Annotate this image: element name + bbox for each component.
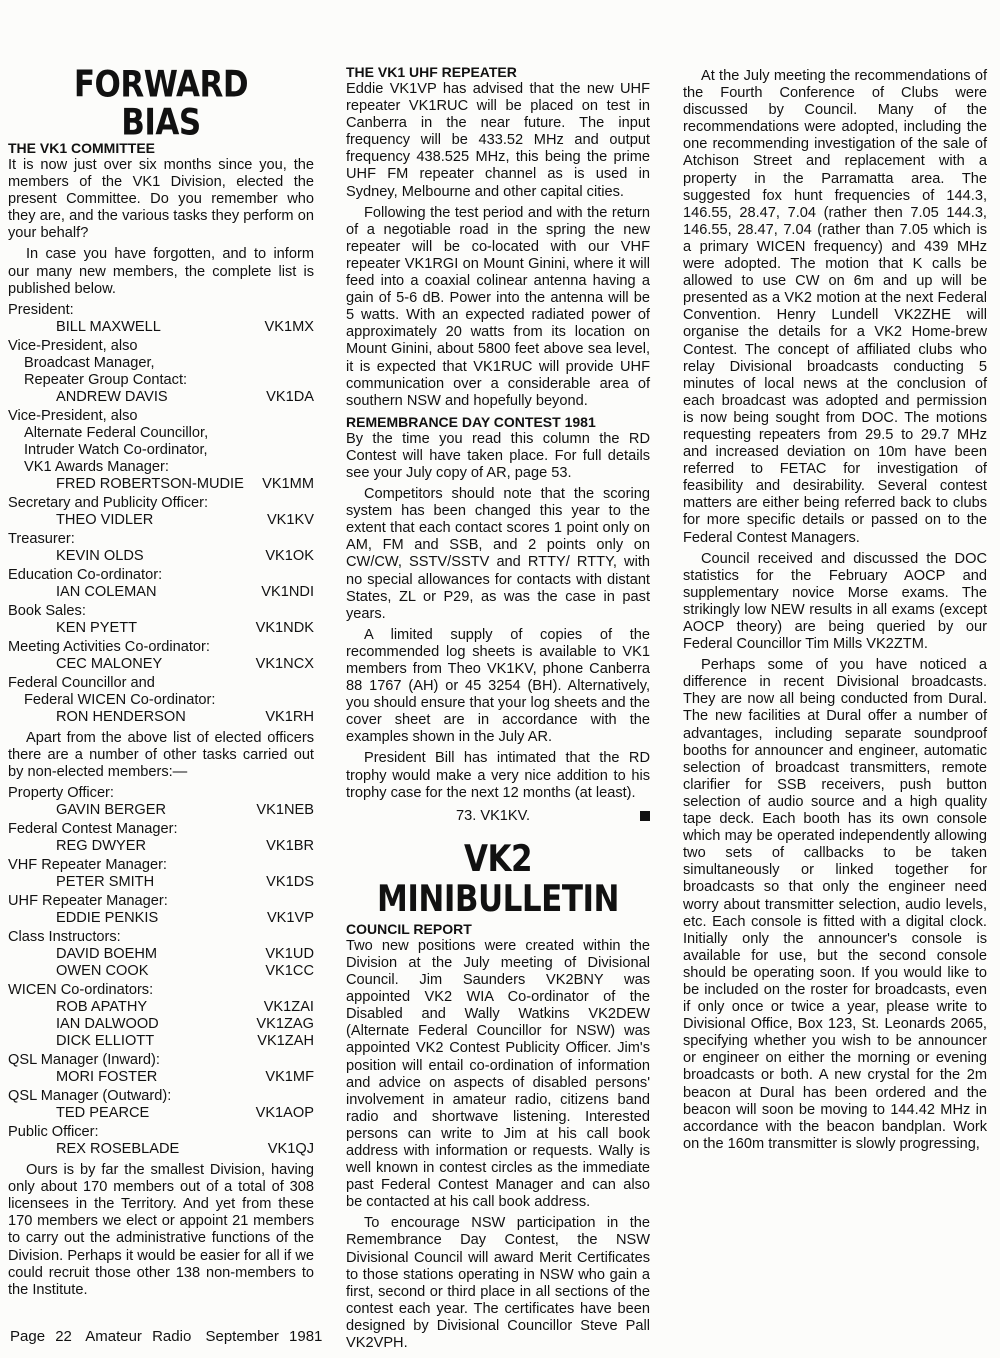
committee-heading: THE VK1 COMMITTEE [8,140,156,156]
uhf-paragraph-1: Eddie VK1VP has advised that the new UHF repeater VK1RUC will be placed on test in Canberra in the near future. The input frequency will be 433.52 MHz and output frequency 438.525 MHz, this being the prime UHF FM repeater channel as is used in Sydney, Melbourne and other capital cities. [346,81,650,200]
role-line: Federal Councillor and [8,674,155,691]
role-line: Treasurer: [8,530,75,547]
issue-date: September 1981 [205,1328,323,1345]
callsign: VK1BR [266,838,314,855]
officer-list [8,302,314,726]
role-title [8,603,314,620]
officer-row [8,910,314,927]
officer-row [8,709,314,726]
vk2-masthead [346,839,650,919]
role-title [8,929,314,946]
rd-paragraph-3: A limited supply of copies of the recommended log sheets is available to VK1 members from Theo VK1KV, phone Canberra 88 1767 (AH) or 45 3254 (BH). Alternatively, you should ensure that your log sheets and the cover sheet are in accordance with the examples shown in the July AR. [346,626,650,746]
role-line: QSL Manager (Inward): [8,1052,160,1069]
column-2 [346,64,650,1356]
callsign: VK1MX [264,318,314,335]
callsign: VK1NDI [261,583,314,600]
role-line: Federal WICEN Co-ordinator: [24,691,216,708]
role-line: Book Sales: [8,602,86,619]
callsign: VK1ZAI [263,999,314,1016]
callsign: VK1ZAG [256,1016,314,1033]
callsign: VK1NCX [255,655,314,672]
callsign: VK1KV [266,511,314,528]
non-elected-list [8,785,314,1158]
role-line: WICEN Co-ordinators: [8,982,154,999]
role-line: President: [8,301,74,318]
callsign: VK1OK [265,547,314,564]
callsign: VK1NDK [255,619,314,636]
rd-paragraph-1: By the time you read this column the RD Contest will have taken place. For full details see your July copy of AR, page 53. [346,430,650,481]
callsign: VK1VP [266,910,314,927]
role-line: VK1 Awards Manager: [24,458,169,475]
page-footer [10,1328,326,1345]
role-title [8,338,314,389]
officer-name: OWEN COOK [56,963,149,980]
role-line: Broadcast Manager, [24,354,155,371]
role-title [8,982,314,999]
officer-row [8,584,314,601]
officer-name: KEN PYETT [56,619,138,636]
role-title [8,785,314,802]
officer-row [8,802,314,819]
callsign: VK1AOP [255,1105,314,1122]
officer-row [8,1141,314,1158]
officer-row [8,319,314,336]
officer-row [8,620,314,637]
officer-row [8,656,314,673]
officer-name: THEO VIDLER [56,511,154,528]
role-line: Public Officer: [8,1124,99,1141]
role-title [8,857,314,874]
role-line: Vice-President, also [8,337,138,354]
vk2-paragraph-5: Perhaps some of you have noticed a difference in recent Divisional broadcasts. They are now all being conducted from Dural. The new facilities at Dural offer a number of advantages, including separate soundproof booths for announcer and engineer, automatic selection of broadcast transmitters, remote clarifier for SSB receivers, push button selection of audio source and a high quality tape deck. Each booth has its own console which may be operated independently allowing two sets of callbacks to be taken simultaneously or linked together for broadcasts so that only the engineer need worry about transmitter selection, audio levels, etc. Each console is fitted with a digital clock. Initially only the announcer's console is available for use, but the second console should be operating soon. If you would like to be included on the roster for broadcasts, even if only once or twice a year, please write to Divisional Office, Box 123, St. Leonards 2065, specifying whether you wish to be announcer or engineer on either the morning or evening broadcasts or both. A new crystal for the 2m beacon at Dural has been ordered and the beacon will soon be moving to 144.42 MHz in accordance with the beacon bandplan. Work on the 160m transmitter is slowly progressing, [683,657,987,1152]
officer-name: REG DWYER [56,838,146,855]
officer-name: DAVID BOEHM [56,946,158,963]
officer-name: REX ROSEBLADE [56,1141,180,1158]
masthead-line-1: FORWARD [73,63,249,107]
role-title [8,1124,314,1141]
role-line: Class Instructors: [8,929,121,946]
role-title [8,408,314,476]
officer-row [8,1105,314,1122]
officer-name: ANDREW DAVIS [56,388,168,405]
officer-name: MORI FOSTER [56,1069,158,1086]
role-title [8,1052,314,1069]
column-1 [8,64,314,1303]
officer-row [8,946,314,963]
vk2-paragraph-2: To encourage NSW participation in the Remembrance Day Contest, the NSW Divisional Council will award Merit Certificates to those stations operating in NSW who gain a first, second or third place in all sections of the contest each year. The certificates have been designed by Divisional Councillor Steve Pall VK2VPH. [346,1215,650,1351]
masthead-line-2: BIAS [121,101,201,144]
vk2-paragraph-1: Two new positions were created within the Division at the July meeting of Divisional Council. Jim Saunders VK2BNY was appointed VK2 WIA Co-ordinator of the Disabled and Wally Watkins VK2DEW (Alternate Federal Councillor for NSW) was appointed VK2 Contest Publicity Officer. Jim's position will entail co-ordination of information and advice on aspects of disabled persons' involvement in amateur radio, citizens band radio and shortwave listening. Interested persons can write to Jim at his call book address with information or requests. Wally is well known in contest circles as the immediate past Federal Contest Manager and can also be contacted at his call book address. [346,937,650,1211]
role-line: Secretary and Publicity Officer: [8,494,209,511]
role-line: Alternate Federal Councillor, [24,424,209,441]
role-line: Intruder Watch Co-ordinator, [24,441,208,458]
vk2-paragraph-4: Council received and discussed the DOC statistics for the February AOCP and supplementary novice Morse exams. The strikingly low NEW results in all exams (except AOCP theory) are being queried by our Federal Councillor Tim Mills VK2ZTM. [683,550,987,653]
officer-row [8,548,314,565]
page-number: Page 22 [10,1328,72,1345]
uhf-paragraph-2: Following the test period and with the return of a negotiable road in the spring the new repeater will be co-located with our VHF repeater VK1RGI on Mount Ginini, where it will feed into a coaxial colinear antenna having a gain of 5-6 dB. Power into the antenna will be 5 watts. With an expected radiated power of approximately 20 watts from its location on Mount Ginini, about 5800 feet above sea level, it is expected that VK1RUC will provide UHF communication over a considerable area of southern NSW and hopefully beyond. [346,204,650,409]
officer-row [8,1069,314,1086]
callsign: VK1ZAH [257,1033,314,1050]
intro-paragraph-2: In case you have forgotten, and to inform our many new members, the complete list is published below. [8,246,314,297]
role-title [8,495,314,512]
role-line: VHF Repeater Manager: [8,857,167,874]
role-title [8,567,314,584]
officer-row [8,512,314,529]
callsign: VK1DS [266,874,314,891]
role-title [8,821,314,838]
callsign: VK1CC [265,963,314,980]
council-report-heading: COUNCIL REPORT [346,920,472,937]
officer-row [8,389,314,406]
officer-row [8,476,314,493]
callsign: VK1DA [266,388,314,405]
callsign: VK1QJ [267,1141,314,1158]
end-mark [640,811,650,821]
officer-name: TED PEARCE [56,1105,150,1122]
role-line: Education Co-ordinator: [8,566,163,583]
role-title [8,893,314,910]
officer-row [8,963,314,980]
officer-name: FRED ROBERTSON-MUDIE [56,475,244,492]
officer-name: PETER SMITH [56,874,155,891]
role-line: Repeater Group Contact: [24,371,188,388]
role-line: Vice-President, also [8,407,138,424]
role-line: Meeting Activities Co-ordinator: [8,638,210,655]
callsign: VK1MM [262,475,314,492]
role-title [8,302,314,319]
vk2-paragraph-3: At the July meeting the recommendations of the Fourth Conference of Clubs were discussed by Council. Many of the recommendations were adopted, including the one recommending investigation of the sale of Atchison Street and replacement with a property in the Parramatta area. The suggested fox hunt frequencies of 144.3, 146.55, 28.47, 7.04 (rather then 7.05 144.3, 146.55, 28.47, 7.04 (rather than 7.05 which is a primary WICEN frequency) and 439 MHz were adopted. The motion that K calls be allowed to use CW on 6m and up will be presented as a VK2 motion at the next Federal Convention. Henry Lundell VK2ZHE will organise the details for a VK2 Home-brew Contest. The concept of affiliated clubs who relay Divisional broadcasts conducting 5 minutes of local news at the conclusion of each broadcast was adopted and permission is now being sought from DOC. The motions requesting repeaters from 29.5 to 29.7 MHz and increased deviation on 10m have been referred to FETAC for investigation of feasibility and desirability. Several contest matters are either being referred back to clubs for more specific details or passed on to the Federal Contest Managers. [683,68,987,546]
officer-name: DICK ELLIOTT [56,1033,155,1050]
vk2-masthead-line-1: VK2 [463,837,533,881]
non-elected-intro: Apart from the above list of elected officers there are a number of other tasks carried out by non-elected members:— [8,729,314,780]
role-title [8,639,314,656]
officer-name: ROB APATHY [56,999,148,1016]
role-line: QSL Manager (Outward): [8,1088,172,1105]
officer-name: BILL MAXWELL [56,318,161,335]
role-line: Federal Contest Manager: [8,821,178,838]
forward-bias-masthead [8,63,314,144]
officer-row [8,1033,314,1050]
officer-name: CEC MALONEY [56,655,163,672]
role-line: Property Officer: [8,785,114,802]
closing-paragraph: Ours is by far the smallest Division, having only about 170 members out of a total of 308 licensees in the Territory. And yet from these 170 members we elect or appoint 21 members to carry out the administrative functions of the Division. Perhaps it would be easier for all if we could recruit those other 138 non-members to the Institute. [8,1162,314,1298]
role-title [8,675,314,709]
officer-name: RON HENDERSON [56,708,186,725]
officer-name: EDDIE PENKIS [56,910,159,927]
callsign: VK1MF [265,1069,314,1086]
role-title [8,531,314,548]
role-title [8,1088,314,1105]
intro-paragraph-1: It is now just over six months since you, the members of the VK1 Division, elected the present Committee. Do you remember who they are, and the various tasks they perform on your behalf? [8,157,314,242]
signoff: 73. VK1KV. [456,807,531,824]
callsign: VK1NEB [256,802,314,819]
officer-name: KEVIN OLDS [56,547,144,564]
officer-row [8,999,314,1016]
rd-paragraph-2: Competitors should note that the scoring system has been changed this year to the extent that each contact scores 1 point only on AM, FM and SSB, and 2 points only on CW/CW, SSTV/SSTV and RTTY/ RTTY, with no special allowances for contacts with distant States, ZL or P29, as was the case in past years. [346,486,650,622]
officer-row [8,838,314,855]
rd-paragraph-4: President Bill has intimated that the RD trophy would make a very nice addition to his trophy case for the next 12 months (at least). [346,750,650,801]
officer-name: GAVIN BERGER [56,802,167,819]
officer-name: IAN DALWOOD [56,1016,159,1033]
callsign: VK1RH [265,708,314,725]
uhf-repeater-heading: THE VK1 UHF REPEATER [346,64,517,80]
signoff-line [346,808,650,825]
officer-row [8,1016,314,1033]
callsign: VK1UD [265,946,314,963]
column-3 [683,64,987,1157]
vk2-masthead-line-2: MINIBULLETIN [377,877,619,921]
role-line: UHF Repeater Manager: [8,893,168,910]
officer-row [8,874,314,891]
magazine-name: Amateur Radio [85,1328,192,1345]
officer-name: IAN COLEMAN [56,583,157,600]
rd-contest-heading: REMEMBRANCE DAY CONTEST 1981 [346,413,596,430]
